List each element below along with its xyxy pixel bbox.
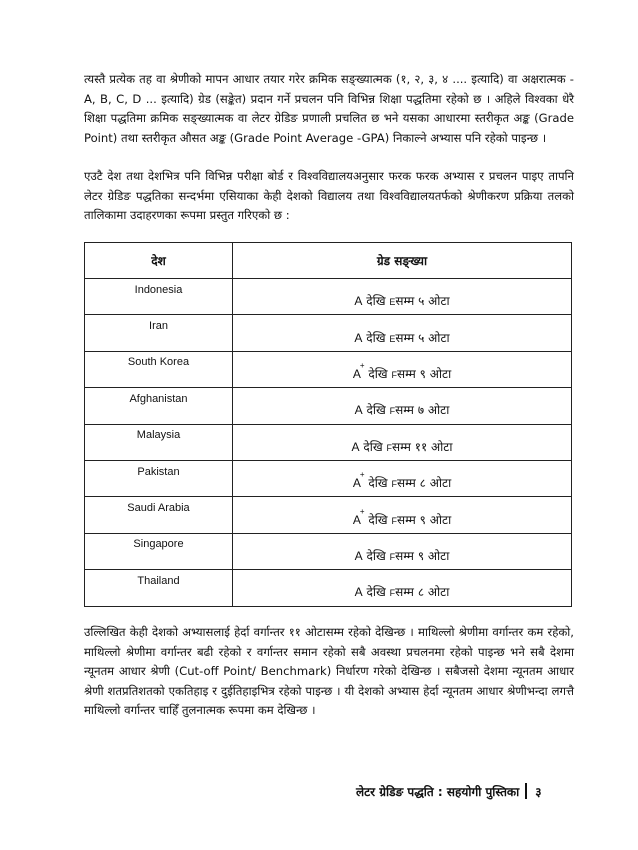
- grade-range: [352, 470, 452, 491]
- grade-end: E: [389, 333, 396, 344]
- word-count: ओटा: [429, 512, 452, 527]
- word-count: ओटा: [428, 294, 450, 309]
- grade-start: A: [351, 439, 360, 454]
- country-cell: [85, 497, 233, 533]
- word-from: देखि: [368, 512, 388, 527]
- grade-range-cell: [233, 570, 572, 606]
- word-count: ओटा: [427, 403, 450, 418]
- country-name: Malaysia: [136, 429, 181, 442]
- table-row: [85, 460, 572, 496]
- country-name: Saudi Arabia: [127, 502, 190, 515]
- grade-start: A: [354, 294, 363, 309]
- country-cell: [85, 388, 233, 424]
- table-row: [85, 315, 572, 351]
- country-name: Pakistan: [137, 465, 180, 478]
- word-from: देखि: [366, 294, 386, 309]
- grade-start: A: [354, 403, 363, 418]
- word-count: ओटा: [429, 366, 452, 381]
- country-cell: [85, 279, 233, 315]
- country-name: Iran: [149, 320, 168, 333]
- grade-start: A: [352, 476, 361, 491]
- intro-paragraph: त्यस्तै प्रत्येक तह वा श्रेणीको मापन आधार तयार गरेर क्रमिक सङ्ख्यात्मक (१, २, ३, ४ .... इत्यादि) वा अक्षरात्मक -A, B, C, D ... इत्यादि) ग्रेड (सङ्केत) प्रदान गर्ने प्रचलन पनि विभिन्न शिक्षा पद्धतिमा रहेको छ । अहिले विश्वका धेरै शिक्षा पद्धतिमा क्रमिक सङ्ख्यात्मक वा लेटर ग्रेडिङ प्रणाली प्रचलित छ भने यसका आधारमा स्तरीकृत अङ्क (Grade Point) तथा स्तरीकृत औसत अङ्क (Grade Point Average -GPA) निकाल्ने अभ्यास पनि रहेको पाइन्छ ।: [84, 72, 574, 145]
- country-cell: [85, 570, 233, 606]
- grade-count: ५: [418, 294, 425, 309]
- grade-range: [355, 583, 450, 600]
- grade-range-cell: [233, 533, 572, 569]
- grade-start: A: [354, 548, 363, 563]
- country-cell: [85, 351, 233, 387]
- word-to: सम्म: [392, 439, 411, 454]
- table-row: [85, 570, 572, 606]
- table-row: [85, 388, 572, 424]
- grade-range: [354, 329, 449, 346]
- grade-range-cell: [233, 351, 572, 387]
- grade-count: ८: [419, 476, 426, 491]
- country-cell: [85, 460, 233, 496]
- country-name: Singapore: [133, 538, 184, 551]
- table-header-row: [85, 243, 572, 279]
- table-row: [85, 351, 572, 387]
- grade-count: ७: [417, 403, 425, 418]
- word-from: देखि: [366, 548, 386, 563]
- grading-table: [84, 242, 572, 607]
- table-intro-paragraph: एउटै देश तथा देशभित्र पनि विभिन्न परीक्षा बोर्ड र विश्वविद्यालयअनुसार फरक फरक अभ्यास र प्रचलन पाइए तापनि लेटर ग्रेडिङ पद्धतिका सन्दर्भमा एसियाका केही देशको विद्यालय तथा विश्वविद्यालयतर्फको श्रेणीकरण प्रक्रिया तलको तालिकामा उदाहरणका रूपमा प्रस्तुत गरिएको छ :: [84, 169, 574, 223]
- word-to: सम्म: [395, 403, 414, 418]
- grade-count: ९: [417, 548, 425, 563]
- word-count: ओटा: [427, 585, 450, 600]
- word-count: ओटा: [428, 330, 450, 345]
- grade-range-cell: [233, 497, 572, 533]
- word-count: ओटा: [429, 476, 452, 491]
- country-cell: [85, 315, 233, 351]
- grade-start: A: [354, 330, 363, 345]
- country-name: Thailand: [137, 574, 180, 587]
- grade-range-cell: [233, 424, 572, 460]
- grade-range: [355, 547, 450, 564]
- footer-divider: [525, 783, 527, 799]
- table-row: [85, 533, 572, 569]
- table-body: [85, 279, 572, 607]
- word-to: सम्म: [395, 585, 414, 600]
- conclusion-paragraph: उल्लिखित केही देशको अभ्यासलाई हेर्दा वर्गान्तर ११ ओटासम्म रहेको देखिन्छ । माथिल्लो श्रेणीमा वर्गान्तर कम रहेको, माथिल्लो श्रेणीमा वर्गान्तर बढी रहेको र वर्गान्तर समान रहेको सबै अवस्था प्रचलनमा रहेको पाइन्छ भने सबै देशमा न्यूनतम आधार श्रेणी (Cut-off Point/ Benchmark) निर्धारण गरेको देखिन्छ । सबैजसो देशमा न्यूनतम आधार श्रेणी शतप्रतिशतको एकतिहाइ र दुईतिहाइभित्र रहेको पाइन्छ । यी देशको अभ्यास हेर्दा न्यूनतम आधार श्रेणीभन्दा लगत्तै माथिल्लो वर्गान्तर चाहिँ तुलनात्मक रूपमा कम देखिन्छ ।: [84, 625, 574, 718]
- page-footer: [356, 783, 542, 800]
- word-count: ओटा: [431, 439, 453, 454]
- word-to: सम्म: [396, 512, 416, 527]
- country-name: South Korea: [127, 356, 190, 369]
- word-count: ओटा: [427, 548, 450, 563]
- grade-count: ९: [419, 366, 426, 381]
- grade-range: [352, 506, 452, 528]
- grade-start: A: [352, 366, 361, 381]
- word-from: देखि: [363, 439, 383, 454]
- grade-end: F: [391, 479, 397, 490]
- grade-range: [355, 401, 450, 418]
- word-from: देखि: [368, 476, 388, 491]
- grade-count: ११: [414, 439, 428, 454]
- grade-end: F: [389, 551, 396, 562]
- footer-title: लेटर ग्रेडिङ पद्धति : सहयोगी पुस्तिका: [356, 785, 520, 799]
- word-to: सम्म: [395, 548, 414, 563]
- word-from: देखि: [366, 330, 386, 345]
- grade-end: F: [391, 369, 397, 380]
- word-to: सम्म: [395, 330, 415, 345]
- word-from: देखि: [366, 403, 386, 418]
- country-cell: [85, 533, 233, 569]
- grade-count: ९: [419, 512, 426, 527]
- header-country: देश: [85, 243, 233, 279]
- grade-plus: +: [359, 506, 365, 516]
- grade-range: [354, 292, 449, 309]
- grade-range-cell: [233, 460, 572, 496]
- grade-start: A: [352, 512, 361, 527]
- country-name: Afghanistan: [129, 392, 188, 405]
- grade-range-cell: [233, 279, 572, 315]
- grade-start: A: [354, 585, 363, 600]
- grade-end: F: [391, 515, 397, 526]
- word-to: सम्म: [396, 476, 416, 491]
- word-from: देखि: [366, 585, 386, 600]
- grade-end: E: [389, 297, 396, 308]
- grade-plus: +: [359, 470, 365, 480]
- word-to: सम्म: [396, 366, 416, 381]
- grade-end: F: [389, 406, 396, 417]
- word-from: देखि: [368, 366, 388, 381]
- table-row: [85, 424, 572, 460]
- country-name: Indonesia: [134, 283, 183, 296]
- grade-range: [352, 360, 452, 382]
- grade-plus: +: [359, 360, 365, 370]
- page-number: ३: [535, 785, 542, 799]
- grade-range-cell: [233, 315, 572, 351]
- header-grades: ग्रेड सङ्ख्या: [233, 243, 572, 279]
- grade-end: F: [389, 588, 396, 599]
- grade-range: [352, 438, 453, 455]
- grade-range-cell: [233, 388, 572, 424]
- grade-end: F: [386, 442, 392, 453]
- table-row: [85, 279, 572, 315]
- grade-count: ५: [418, 330, 425, 345]
- country-cell: [85, 424, 233, 460]
- word-to: सम्म: [395, 294, 415, 309]
- table-row: [85, 497, 572, 533]
- grade-count: ८: [417, 585, 425, 600]
